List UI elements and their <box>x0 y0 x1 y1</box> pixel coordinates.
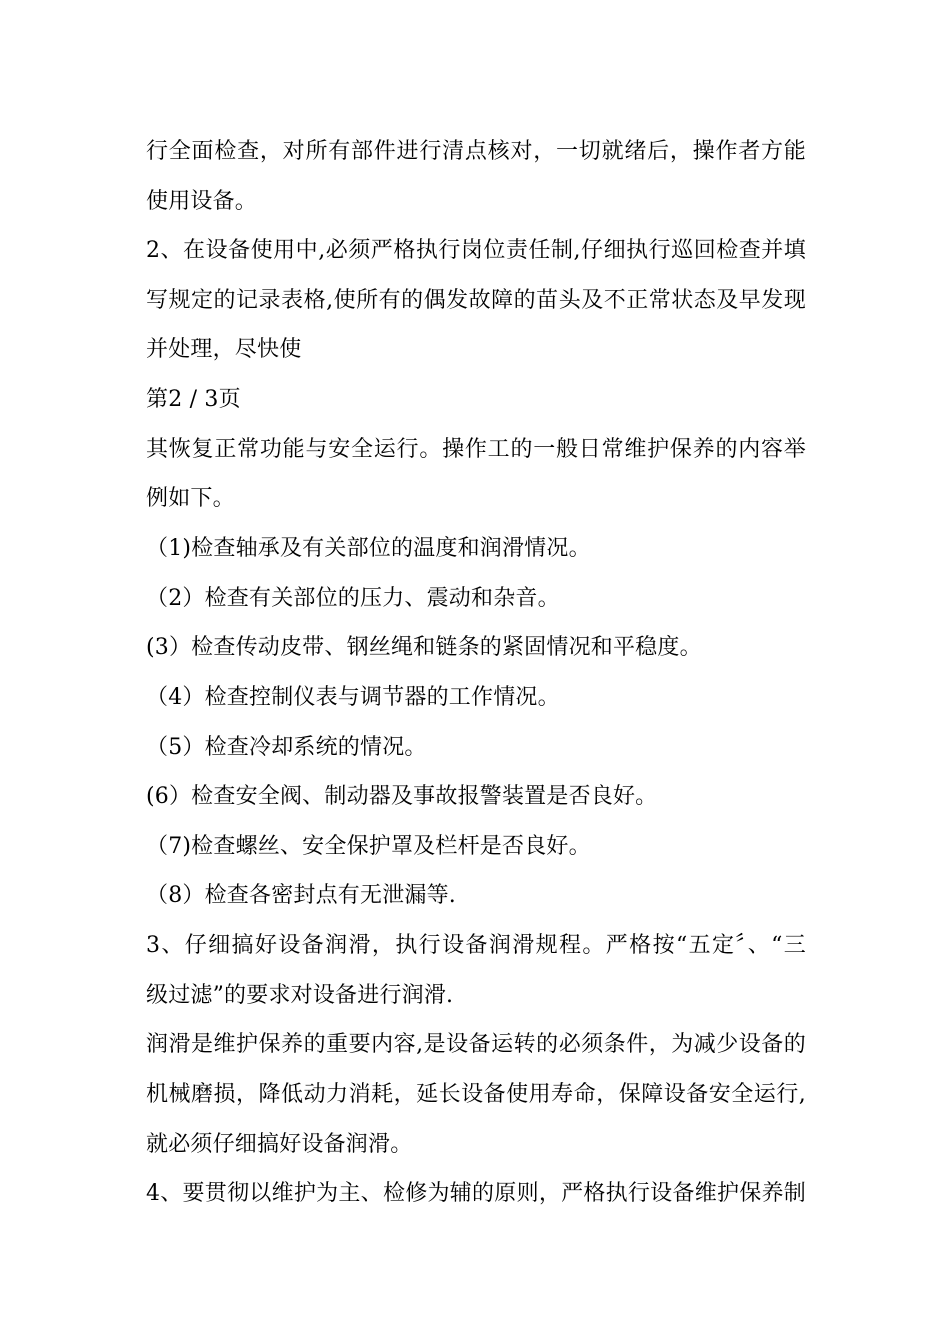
paragraph-line: 润滑是维护保养的重要内容,是设备运转的必须条件，为减少设备的 <box>146 1032 806 1057</box>
list-item: （8）检查各密封点有无泄漏等. <box>146 883 456 908</box>
paragraph-line: 4、要贯彻以维护为主、检修为辅的原则，严格执行设备维护保养制 <box>146 1181 806 1206</box>
list-item: (3）检查传动皮带、钢丝绳和链条的紧固情况和平稳度。 <box>146 635 702 660</box>
page-number: 第2 / 3页 <box>146 387 241 412</box>
paragraph-line: 使用设备。 <box>146 189 258 214</box>
paragraph-line: 并处理，尽快使 <box>146 337 302 362</box>
paragraph-line: 机械磨损，降低动力消耗，延长设备使用寿命，保障设备安全运行, <box>146 1082 806 1107</box>
list-item: (6）检查安全阀、制动器及事故报警装置是否良好。 <box>146 784 658 809</box>
list-item: （5）检查冷却系统的情况。 <box>146 735 427 760</box>
paragraph-line: 2、在设备使用中,必须严格执行岗位责任制,仔细执行巡回检查并填 <box>146 238 806 263</box>
paragraph-line: 级过滤”的要求对设备进行润滑. <box>146 983 454 1008</box>
paragraph-line: 3、仔细搞好设备润滑，执行设备润滑规程。严格按“五定〞、“三 <box>146 933 806 958</box>
list-item: （7)检查螺丝、安全保护罩及栏杆是否良好。 <box>146 834 591 859</box>
paragraph-line: 例如下。 <box>146 486 235 511</box>
paragraph-line: 其恢复正常功能与安全运行。操作工的一般日常维护保养的内容举 <box>146 437 806 462</box>
paragraph-line: 行全面检查，对所有部件进行清点核对，一切就绪后，操作者方能 <box>146 139 806 164</box>
paragraph-line: 就必须仔细搞好设备润滑。 <box>146 1132 413 1157</box>
list-item: （2）检查有关部位的压力、震动和杂音。 <box>146 586 560 611</box>
paragraph-line: 写规定的记录表格,使所有的偶发故障的苗头及不正常状态及早发现 <box>146 288 806 313</box>
list-item: （4）检查控制仪表与调节器的工作情况。 <box>146 685 560 710</box>
list-item: （1)检查轴承及有关部位的温度和润滑情况。 <box>146 536 591 561</box>
